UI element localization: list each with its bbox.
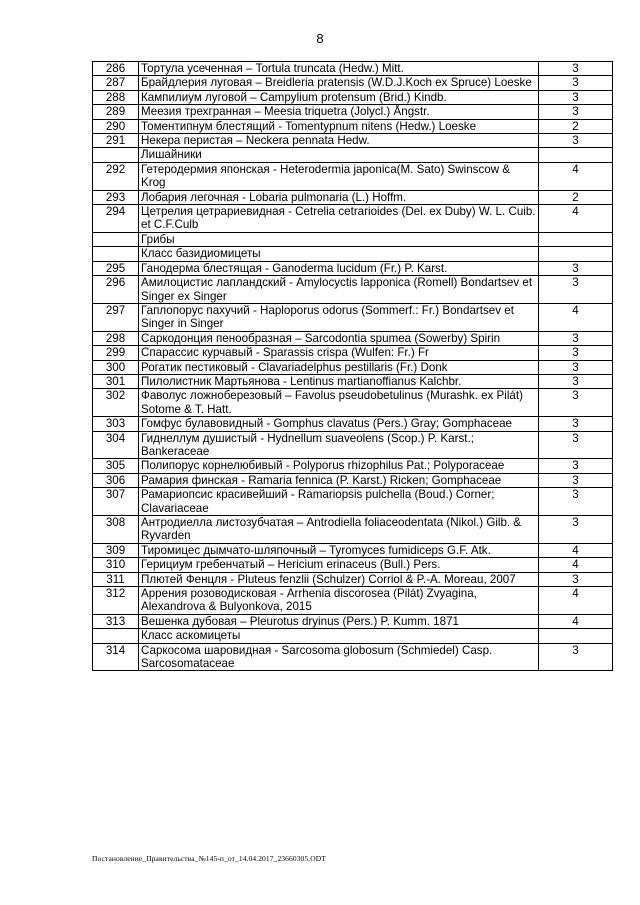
table-row — [93, 162, 613, 190]
table-row — [93, 558, 613, 572]
rarity-category: 3 — [539, 90, 613, 104]
page-number: 8 — [316, 31, 324, 46]
species-name: Фаволус ложноберезовый – Favolus pseudobetulinus (Murashk. ex Pilát) Sotome & T. Hatt. — [139, 389, 539, 417]
species-name: Саркодонция пенообразная – Sarcodontia spumea (Sowerby) Spirin — [139, 331, 539, 345]
species-name: Герициум гребенчатый – Hericium erinaceus (Bull.) Pers. — [139, 558, 539, 572]
rarity-category: 3 — [539, 516, 613, 544]
row-number — [93, 629, 139, 643]
table-row — [93, 572, 613, 586]
row-number: 286 — [93, 62, 139, 76]
species-name: Пилолистник Мартьянова - Lentinus martianoffianus Kalchbr. — [139, 374, 539, 388]
table-row — [93, 417, 613, 431]
species-name: Гетеродермия японская - Heterodermia japonica(M. Sato) Swinscow & Krog — [139, 162, 539, 190]
row-number: 312 — [93, 587, 139, 615]
rarity-category — [539, 247, 613, 261]
rarity-category: 4 — [539, 587, 613, 615]
rarity-category: 4 — [539, 205, 613, 233]
rarity-category: 3 — [539, 431, 613, 459]
rarity-category: 4 — [539, 543, 613, 557]
table-row — [93, 346, 613, 360]
rarity-category: 3 — [539, 389, 613, 417]
row-number: 301 — [93, 374, 139, 388]
species-name: Антродиелла листозубчатая – Antrodiella foliaceodentata (Nikol.) Gilb. & Ryvarden — [139, 516, 539, 544]
table-row — [93, 105, 613, 119]
species-name: Гомфус булавовидный - Gomphus clavatus (Pers.) Gray; Gomphaceae — [139, 417, 539, 431]
species-name: Гиднеллум душистый - Hydnellum suaveolens (Scop.) P. Karst.; Bankeraceae — [139, 431, 539, 459]
species-name: Меезия трехгранная – Meesia triquetra (Jolycl.) Ångstr. — [139, 105, 539, 119]
row-number: 313 — [93, 614, 139, 628]
species-name: Кампилиум луговой – Campylium protensum (Brid.) Kindb. — [139, 90, 539, 104]
species-name: Вешенка дубовая – Pleurotus dryinus (Pers.) P. Kumm. 1871 — [139, 614, 539, 628]
table-row — [93, 614, 613, 628]
row-number: 290 — [93, 119, 139, 133]
species-name: Некера перистая – Neckera pennata Hedw. — [139, 134, 539, 148]
section-title: Класс аскомицеты — [139, 629, 539, 643]
row-number: 309 — [93, 543, 139, 557]
rarity-category: 3 — [539, 459, 613, 473]
table-row — [93, 205, 613, 233]
table-row — [93, 587, 613, 615]
table-row — [93, 459, 613, 473]
row-number — [93, 148, 139, 162]
rarity-category: 3 — [539, 572, 613, 586]
section-header-row — [93, 148, 613, 162]
row-number: 295 — [93, 261, 139, 275]
row-number: 304 — [93, 431, 139, 459]
table-row — [93, 76, 613, 90]
species-name: Рогатик пестиковый - Clavariadelphus pestillaris (Fr.) Donk — [139, 360, 539, 374]
rarity-category: 3 — [539, 374, 613, 388]
rarity-category: 3 — [539, 105, 613, 119]
table-row — [93, 360, 613, 374]
species-name: Рамариопсис красивейший - Ramariopsis pulchella (Boud.) Corner; Clavariaceae — [139, 488, 539, 516]
section-title: Класс базидиомицеты — [139, 247, 539, 261]
row-number: 293 — [93, 190, 139, 204]
row-number: 310 — [93, 558, 139, 572]
section-header-row — [93, 232, 613, 246]
rarity-category: 3 — [539, 134, 613, 148]
section-title: Грибы — [139, 232, 539, 246]
rarity-category: 3 — [539, 276, 613, 304]
species-name: Гаплопорус пахучий - Haploporus odorus (Sommerf.: Fr.) Bondartsev et Singer in Singer — [139, 303, 539, 331]
species-name: Томентипнум блестящий - Tomentypnum nitens (Hedw.) Loeske — [139, 119, 539, 133]
row-number: 292 — [93, 162, 139, 190]
rarity-category: 3 — [539, 76, 613, 90]
row-number: 288 — [93, 90, 139, 104]
table-row — [93, 331, 613, 345]
rarity-category: 3 — [539, 261, 613, 275]
row-number: 305 — [93, 459, 139, 473]
species-name: Лобария легочная - Lobaria pulmonaria (L.) Hoffm. — [139, 190, 539, 204]
species-name: Брайдлерия луговая – Breidleria pratensis (W.D.J.Koch ex Spruce) Loeske — [139, 76, 539, 90]
species-name: Тортула усеченная – Tortula truncata (Hedw.) Mitt. — [139, 62, 539, 76]
rarity-category — [539, 629, 613, 643]
rarity-category: 4 — [539, 303, 613, 331]
species-table — [92, 61, 613, 671]
row-number: 289 — [93, 105, 139, 119]
table-row — [93, 303, 613, 331]
section-title: Лишайники — [139, 148, 539, 162]
row-number: 302 — [93, 389, 139, 417]
table-row — [93, 119, 613, 133]
row-number — [93, 247, 139, 261]
rarity-category — [539, 148, 613, 162]
species-name: Цетрелия цетрариевидная - Cetrelia cetrarioides (Del. ex Duby) W. L. Cuib. et C.F.Culb — [139, 205, 539, 233]
table-row — [93, 62, 613, 76]
species-name: Амилоцистис лапландский - Amylocyctis lapponica (Romell) Bondartsev et Singer ex Singer — [139, 276, 539, 304]
rarity-category — [539, 232, 613, 246]
species-name: Спарассис курчавый - Sparassis crispa (Wulfen: Fr.) Fr — [139, 346, 539, 360]
table-row — [93, 90, 613, 104]
row-number: 306 — [93, 473, 139, 487]
row-number: 307 — [93, 488, 139, 516]
row-number: 298 — [93, 331, 139, 345]
table-row — [93, 389, 613, 417]
table-row — [93, 276, 613, 304]
rarity-category: 2 — [539, 119, 613, 133]
rarity-category: 3 — [539, 643, 613, 671]
rarity-category: 3 — [539, 360, 613, 374]
row-number: 308 — [93, 516, 139, 544]
table-row — [93, 374, 613, 388]
species-name: Тиромицес дымчато-шляпочный – Tyromyces fumidiceps G.F. Atk. — [139, 543, 539, 557]
rarity-category: 4 — [539, 162, 613, 190]
rarity-category: 4 — [539, 614, 613, 628]
table-row — [93, 261, 613, 275]
row-number — [93, 232, 139, 246]
table-row — [93, 543, 613, 557]
row-number: 311 — [93, 572, 139, 586]
species-name: Саркосома шаровидная - Sarcosoma globosum (Schmiedel) Casp. Sarcosomataceae — [139, 643, 539, 671]
species-table-body — [93, 62, 613, 671]
row-number: 287 — [93, 76, 139, 90]
table-row — [93, 643, 613, 671]
row-number: 294 — [93, 205, 139, 233]
table-row — [93, 473, 613, 487]
section-header-row — [93, 629, 613, 643]
species-name: Плютей Фенцля - Pluteus fenzlii (Schulzer) Corriol & P.-A. Moreau, 2007 — [139, 572, 539, 586]
rarity-category: 3 — [539, 488, 613, 516]
rarity-category: 3 — [539, 417, 613, 431]
footer-filename: Постановление_Правительства_№145-п_от_14.04.2017_23660305.ODT — [92, 854, 326, 863]
row-number: 300 — [93, 360, 139, 374]
species-name: Ганодерма блестящая - Ganoderma lucidum (Fr.) P. Karst. — [139, 261, 539, 275]
row-number: 291 — [93, 134, 139, 148]
rarity-category: 4 — [539, 558, 613, 572]
table-row — [93, 190, 613, 204]
table-row — [93, 431, 613, 459]
species-name: Полипорус корнелюбивый - Polyporus rhizophilus Pat.; Polyporaceae — [139, 459, 539, 473]
table-row — [93, 516, 613, 544]
row-number: 299 — [93, 346, 139, 360]
table-row — [93, 134, 613, 148]
species-name: Аррения розоводисковая - Arrhenia discorosea (Pilát) Zvyagina, Alexandrova & Bulyonkova, 2015 — [139, 587, 539, 615]
row-number: 314 — [93, 643, 139, 671]
rarity-category: 3 — [539, 346, 613, 360]
section-header-row — [93, 247, 613, 261]
rarity-category: 3 — [539, 331, 613, 345]
rarity-category: 3 — [539, 473, 613, 487]
row-number: 297 — [93, 303, 139, 331]
rarity-category: 3 — [539, 62, 613, 76]
row-number: 303 — [93, 417, 139, 431]
rarity-category: 2 — [539, 190, 613, 204]
row-number: 296 — [93, 276, 139, 304]
species-name: Рамария финская - Ramaria fennica (P. Karst.) Ricken; Gomphaceae — [139, 473, 539, 487]
table-row — [93, 488, 613, 516]
